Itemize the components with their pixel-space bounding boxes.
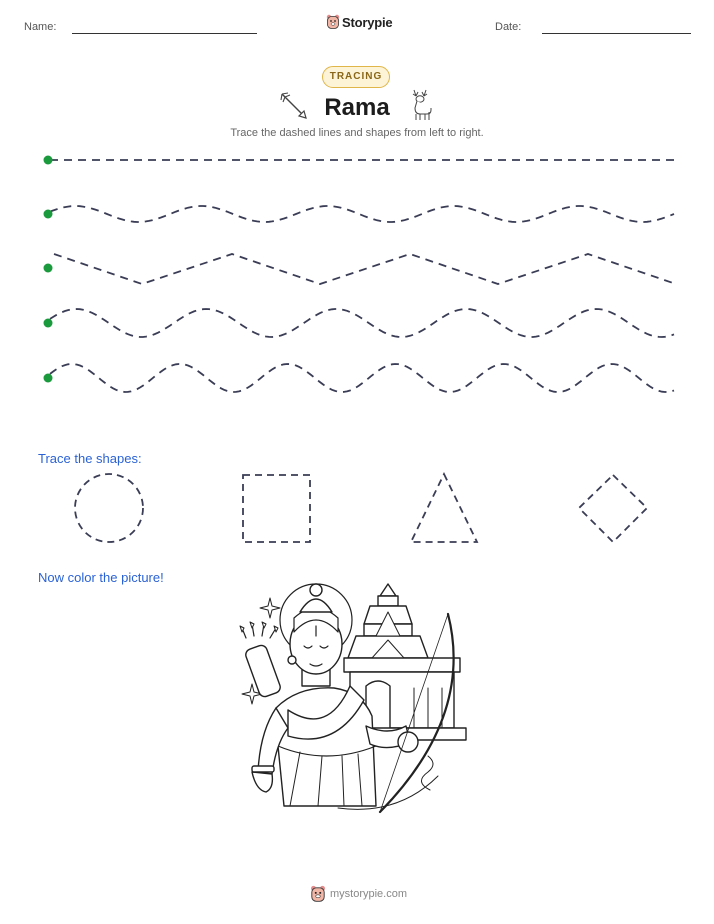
start-dot-icon — [44, 156, 53, 165]
triangle-icon[interactable] — [411, 474, 477, 542]
page-title: Rama — [324, 94, 390, 121]
bear-logo-icon — [326, 14, 340, 30]
footer — [310, 885, 407, 903]
tracing-badge: TRACING — [322, 66, 390, 88]
start-dot-icon — [44, 264, 53, 273]
tracing-line[interactable] — [50, 206, 674, 222]
circle-icon[interactable] — [75, 474, 143, 542]
deer-icon — [405, 88, 435, 122]
square-icon[interactable] — [243, 475, 310, 542]
bear-logo-icon — [310, 885, 326, 903]
start-dot-icon — [44, 319, 53, 328]
shapes-area — [0, 470, 714, 550]
diamond-icon[interactable] — [579, 475, 647, 542]
tracing-line[interactable] — [54, 254, 676, 284]
instructions: Trace the dashed lines and shapes from left to right. — [230, 127, 484, 139]
date-label: Date: — [495, 21, 522, 33]
date-line[interactable] — [542, 33, 691, 34]
name-line[interactable] — [72, 33, 257, 34]
brand-logo — [326, 14, 392, 30]
shapes-section-label: Trace the shapes: — [38, 451, 142, 466]
name-label: Name: — [24, 21, 57, 33]
color-section-label: Now color the picture! — [38, 570, 164, 585]
tracing-line[interactable] — [50, 364, 674, 392]
footer-url[interactable]: mystorypie.com — [330, 888, 408, 900]
start-dot-icon — [44, 374, 53, 383]
tracing-lines-area — [0, 140, 714, 400]
start-dot-icon — [44, 210, 53, 219]
tracing-line[interactable] — [50, 309, 674, 337]
brand-name: Storypie — [342, 14, 393, 30]
rama-coloring-picture[interactable] — [238, 576, 478, 826]
